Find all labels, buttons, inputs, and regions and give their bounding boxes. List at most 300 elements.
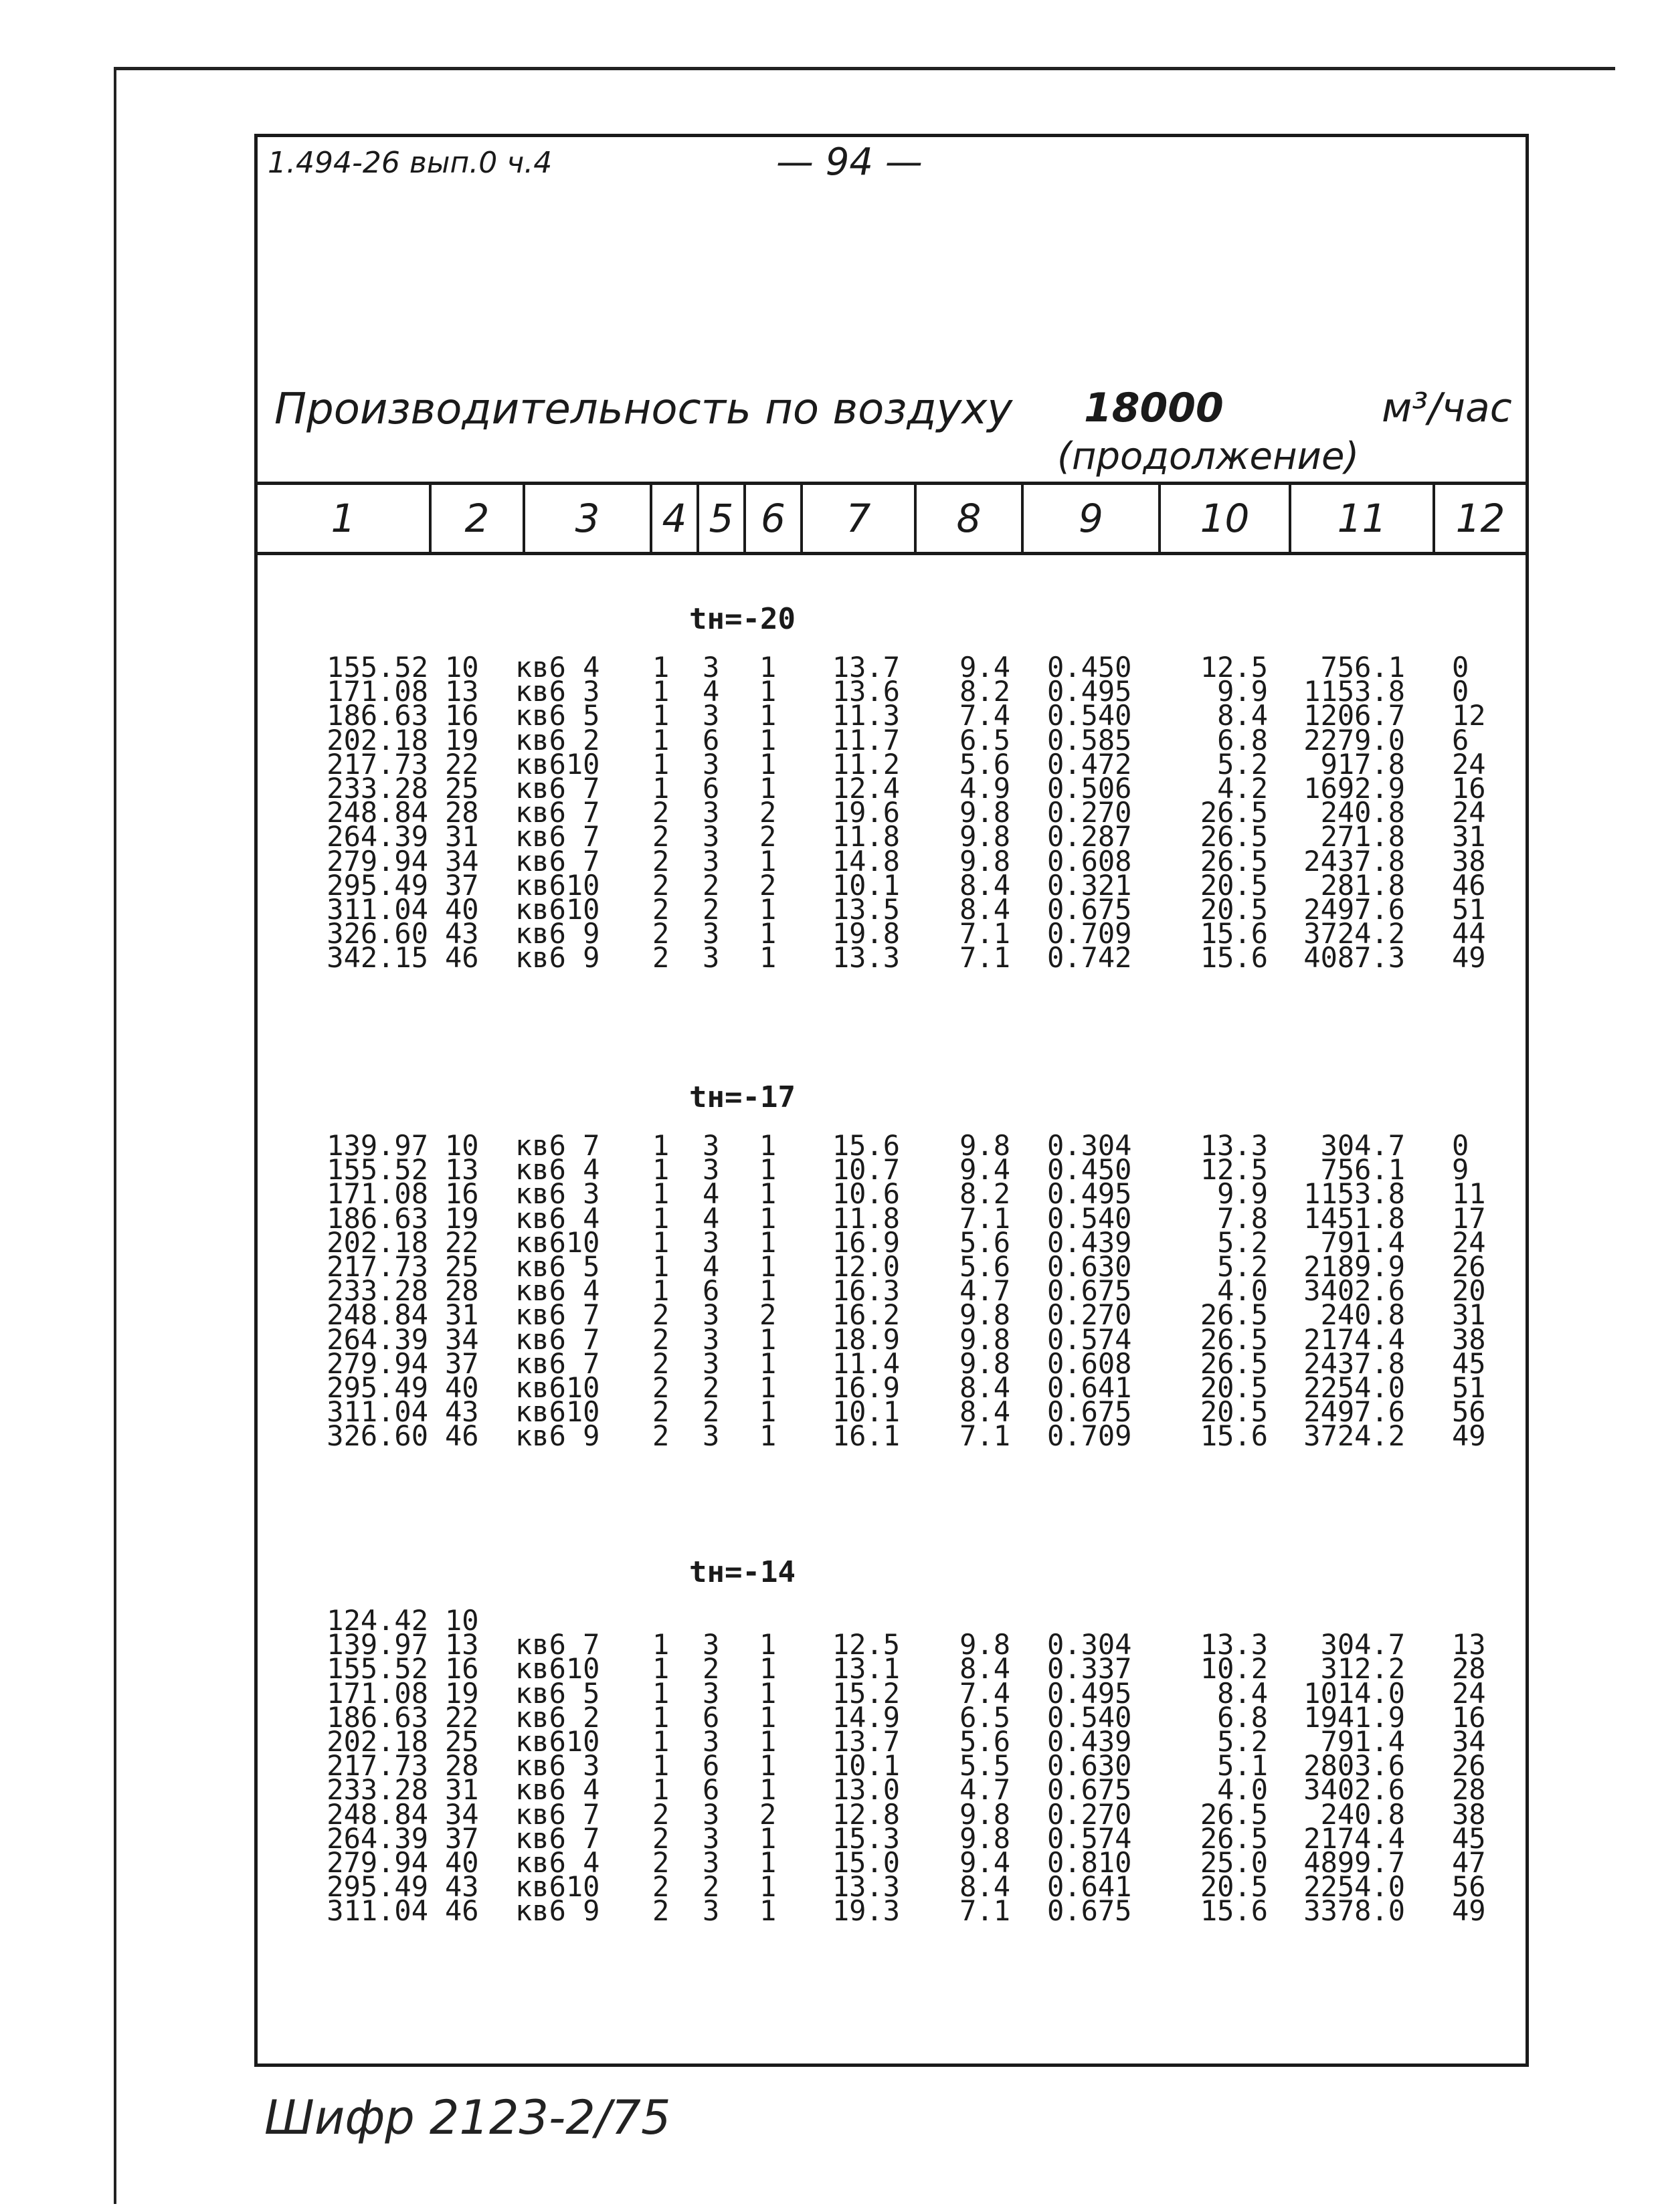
table-cell: 0 [1452,675,1469,708]
document-code: 1.494-26 вып.0 ч.4 [268,146,553,180]
table-cell: 4087.3 [1303,941,1405,975]
table-cell: 2 [652,1797,670,1831]
table-cell: 342.15 [327,941,428,975]
table-cell: кв6 2 [515,723,600,757]
table-cell: 1 [759,1225,777,1259]
table-cell: 2 [703,893,720,926]
table-cell: 4 [703,1201,720,1235]
table-cell: 38 [1452,844,1486,878]
table-cell: 19.8 [832,917,900,950]
table-cell: кв610 [515,1225,600,1259]
table-cell: кв6 7 [515,844,600,878]
table-cell: 2 [652,1371,670,1404]
table-cell: 3 [703,1129,720,1162]
table-cell: 1 [652,772,670,805]
table-cell: 186.63 [327,1700,428,1734]
table-cell: 46 [445,1419,479,1453]
table-cell: кв6 7 [515,772,600,805]
table-cell: 1 [759,1371,777,1404]
table-cell: 1 [652,1129,670,1162]
table-cell: 2 [652,893,670,926]
table-cell: 40 [445,1371,479,1404]
table-cell: 0 [1452,651,1469,684]
table-cell: 791.4 [1320,1225,1405,1259]
table-cell: 8.4 [959,1652,1010,1686]
table-cell: 1 [652,675,670,708]
table-cell: кв6 5 [515,1250,600,1283]
column-header: 9 [1024,485,1161,552]
table-cell: 0.450 [1047,651,1132,684]
table-cell: 31 [1452,1298,1486,1332]
table-cell: 1 [652,1725,670,1758]
table-cell: 124.42 [327,1604,428,1637]
table-cell: 3 [703,1725,720,1758]
table-cell: 233.28 [327,1773,428,1807]
table-cell: кв6 7 [515,1628,600,1662]
table-cell: 2 [703,1652,720,1686]
table-cell: 2803.6 [1303,1749,1405,1783]
table-cell: 13.7 [832,1725,900,1758]
table-cell: 1 [759,1652,777,1686]
table-cell: 16.9 [832,1225,900,1259]
table-cell: 4 [703,1177,720,1211]
table-cell: кв6 4 [515,1153,600,1187]
table-cell: 7.4 [959,1676,1010,1710]
table-cell: 7.1 [959,1894,1010,1928]
table-cell: 0.630 [1047,1749,1132,1783]
table-cell: 12 [1452,699,1486,732]
table-cell: 25.0 [1200,1846,1268,1879]
table-cell: 34 [445,844,479,878]
table-cell: кв6 3 [515,675,600,708]
table-cell: 9.8 [959,844,1010,878]
table-cell: 28 [1452,1773,1486,1807]
table-cell: 12.4 [832,772,900,805]
table-cell: 3 [703,820,720,853]
table-cell: 51 [1452,893,1486,926]
table-cell: 1 [652,1274,670,1308]
table-cell: кв610 [515,868,600,902]
table-cell: 1451.8 [1303,1201,1405,1235]
table-cell: 11.8 [832,1201,900,1235]
table-cell: 3402.6 [1303,1773,1405,1807]
table-cell: 34 [1452,1725,1486,1758]
table-cell: 311.04 [327,893,428,926]
table-cell: 2 [703,1371,720,1404]
table-cell: 0.709 [1047,917,1132,950]
table-cell: кв6 5 [515,699,600,732]
table-cell: кв6 2 [515,1700,600,1734]
table-cell: 43 [445,917,479,950]
table-cell: 3378.0 [1303,1894,1405,1928]
table-cell: 0.540 [1047,699,1132,732]
table-cell: 2 [703,1870,720,1904]
table-cell: 2 [703,868,720,902]
table-cell: 16.1 [832,1419,900,1453]
table-cell: 9.4 [959,651,1010,684]
table-cell: кв610 [515,1371,600,1404]
table-cell: 12.0 [832,1250,900,1283]
table-cell: 217.73 [327,1749,428,1783]
table-cell: 1 [759,772,777,805]
table-cell: 1 [652,747,670,781]
table-cell: кв6 7 [515,1797,600,1831]
table-cell: 1 [759,1846,777,1879]
table-cell: 24 [1452,1676,1486,1710]
table-cell: 8.4 [959,1395,1010,1429]
table-header [258,482,1526,555]
table-cell: 2 [652,844,670,878]
table-cell: 26 [1452,1749,1486,1783]
table-cell: 1 [652,1652,670,1686]
table-cell: 6.8 [1217,723,1268,757]
table-cell: 0.270 [1047,796,1132,829]
table-cell: 2 [759,868,777,902]
table-cell: 7.1 [959,1201,1010,1235]
table-cell: 5.2 [1217,1250,1268,1283]
table-cell: 46 [1452,868,1486,902]
table-cell: 15.6 [1200,941,1268,975]
table-cell: 279.94 [327,1846,428,1879]
table-cell: 2 [759,820,777,853]
table-cell: 139.97 [327,1129,428,1162]
table-cell: 12.8 [832,1797,900,1831]
column-header: 7 [803,485,917,552]
table-cell: 13 [445,1628,479,1662]
table-cell: 264.39 [327,820,428,853]
table-cell: 1 [759,1395,777,1429]
table-cell: 3 [703,1846,720,1879]
table-cell: 47 [1452,1846,1486,1879]
column-header: 5 [699,485,746,552]
table-cell: кв6 7 [515,1298,600,1332]
table-cell: 11.4 [832,1346,900,1380]
column-header: 2 [432,485,525,552]
table-cell: 0.742 [1047,941,1132,975]
table-cell: 1 [652,1177,670,1211]
table-cell: 1 [759,1749,777,1783]
table-cell: 2497.6 [1303,1395,1405,1429]
table-cell: 1 [759,651,777,684]
table-cell: 3 [703,1894,720,1928]
table-cell: кв6 7 [515,820,600,853]
table-cell: 10.1 [832,868,900,902]
table-cell: 1 [759,1177,777,1211]
table-cell: 26.5 [1200,1298,1268,1332]
table-cell: 1 [759,1153,777,1187]
table-cell: 1 [759,747,777,781]
table-cell: 1 [759,1676,777,1710]
table-cell: 3724.2 [1303,917,1405,950]
table-cell: 4 [703,675,720,708]
table-cell: 5.5 [959,1749,1010,1783]
table-cell: 2 [652,917,670,950]
table-cell: 326.60 [327,917,428,950]
table-cell: 240.8 [1320,1298,1405,1332]
table-cell: 56 [1452,1395,1486,1429]
table-cell: 7.1 [959,1419,1010,1453]
table-cell: кв6 3 [515,1749,600,1783]
table-cell: 7.8 [1217,1201,1268,1235]
table-cell: 13.3 [832,1870,900,1904]
table-cell: 0.495 [1047,1676,1132,1710]
table-cell: 31 [1452,820,1486,853]
table-cell: 9.8 [959,1797,1010,1831]
table-cell: 1 [652,723,670,757]
table-cell: 13.5 [832,893,900,926]
table-cell: 3 [703,1346,720,1380]
table-cell: 20.5 [1200,1395,1268,1429]
table-cell: 155.52 [327,1153,428,1187]
table-cell: 248.84 [327,1298,428,1332]
table-cell: 0.641 [1047,1870,1132,1904]
table-cell: 11.3 [832,699,900,732]
table-cell: 5.1 [1217,1749,1268,1783]
table-cell: кв6 9 [515,1419,600,1453]
table-cell: 12.5 [1200,1153,1268,1187]
table-cell: 304.7 [1320,1129,1405,1162]
table-cell: 24 [1452,796,1486,829]
table-cell: 0.439 [1047,1225,1132,1259]
table-cell: 6 [703,723,720,757]
table-cell: 1153.8 [1303,1177,1405,1211]
table-cell: 2437.8 [1303,844,1405,878]
table-cell: 10.7 [832,1153,900,1187]
table-cell: 0.506 [1047,772,1132,805]
table-cell: 15.6 [1200,1894,1268,1928]
table-cell: 34 [445,1797,479,1831]
section-label: tн=-17 [689,1080,796,1114]
table-cell: 16.9 [832,1371,900,1404]
table-cell: 25 [445,772,479,805]
table-cell: 2 [652,1346,670,1380]
table-cell: 2 [652,820,670,853]
table-cell: 4899.7 [1303,1846,1405,1879]
table-cell: 7.4 [959,699,1010,732]
table-cell: 1692.9 [1303,772,1405,805]
table-cell: кв6 5 [515,1676,600,1710]
table-cell: 46 [445,1894,479,1928]
table-cell: 0.270 [1047,1298,1132,1332]
table-cell: 2 [652,1298,670,1332]
table-cell: 3 [703,1676,720,1710]
table-cell: 1 [652,1628,670,1662]
column-header: 4 [652,485,699,552]
table-cell: 0.287 [1047,820,1132,853]
table-cell: 9.9 [1217,675,1268,708]
table-cell: 3 [703,699,720,732]
table-cell: 11 [1452,1177,1486,1211]
table-cell: 20.5 [1200,868,1268,902]
table-cell: 9 [1452,1153,1469,1187]
table-cell: 248.84 [327,796,428,829]
table-cell: кв610 [515,747,600,781]
table-cell: 0.495 [1047,675,1132,708]
table-cell: кв610 [515,1652,600,1686]
table-cell: 1153.8 [1303,675,1405,708]
table-cell: 40 [445,893,479,926]
table-cell: 16 [445,1177,479,1211]
table-cell: 20.5 [1200,893,1268,926]
table-cell: 5.6 [959,1725,1010,1758]
table-cell: 0.675 [1047,1395,1132,1429]
table-cell: 202.18 [327,723,428,757]
table-cell: 56 [1452,1870,1486,1904]
table-cell: 0.675 [1047,1773,1132,1807]
table-cell: 311.04 [327,1894,428,1928]
table-cell: 1014.0 [1303,1676,1405,1710]
table-cell: 3 [703,651,720,684]
table-cell: 9.8 [959,796,1010,829]
table-cell: 3 [703,1298,720,1332]
table-cell: 1 [759,1821,777,1855]
table-cell: 40 [445,1846,479,1879]
table-cell: 9.4 [959,1153,1010,1187]
table-cell: 6 [1452,723,1469,757]
table-cell: 3 [703,1797,720,1831]
table-cell: 24 [1452,747,1486,781]
table-cell: 10 [445,1129,479,1162]
table-cell: 16.3 [832,1274,900,1308]
table-cell: 4.0 [1217,1773,1268,1807]
table-cell: кв6 4 [515,1274,600,1308]
table-cell: 49 [1452,941,1486,975]
table-cell: 8.4 [959,1870,1010,1904]
table-cell: 9.4 [959,1846,1010,1879]
table-cell: 26.5 [1200,796,1268,829]
table-cell: 4.9 [959,772,1010,805]
table-cell: 9.8 [959,1322,1010,1356]
table-cell: кв610 [515,1395,600,1429]
table-cell: 3 [703,941,720,975]
table-cell: 4.7 [959,1773,1010,1807]
column-header: 3 [525,485,652,552]
table-cell: 0.641 [1047,1371,1132,1404]
table-cell: 6 [703,1773,720,1807]
table-cell: 3 [703,1322,720,1356]
table-cell: кв6 7 [515,796,600,829]
table-cell: 13.3 [1200,1628,1268,1662]
table-cell: 20 [1452,1274,1486,1308]
table-cell: 248.84 [327,1797,428,1831]
table-cell: 186.63 [327,1201,428,1235]
table-cell: 1 [759,1322,777,1356]
table-cell: кв6 9 [515,1894,600,1928]
table-cell: 1 [759,675,777,708]
table-cell: 10.1 [832,1749,900,1783]
table-cell: 17 [1452,1201,1486,1235]
table-cell: 3 [703,844,720,878]
table-cell: кв6 4 [515,651,600,684]
table-cell: 791.4 [1320,1725,1405,1758]
table-cell: 0.585 [1047,723,1132,757]
table-cell: кв6 7 [515,1129,600,1162]
table-cell: 0.540 [1047,1201,1132,1235]
column-header: 6 [746,485,803,552]
table-cell: 26.5 [1200,1821,1268,1855]
table-cell: 0.304 [1047,1129,1132,1162]
table-cell: 5.2 [1217,1725,1268,1758]
table-cell: 0.810 [1047,1846,1132,1879]
table-cell: 3724.2 [1303,1419,1405,1453]
table-cell: кв6 7 [515,1346,600,1380]
table-cell: 1 [652,699,670,732]
table-cell: 6.8 [1217,1700,1268,1734]
table-cell: 240.8 [1320,796,1405,829]
table-cell: 6.5 [959,1700,1010,1734]
table-cell: 2174.4 [1303,1821,1405,1855]
table-cell: 10.2 [1200,1652,1268,1686]
column-header: 8 [917,485,1024,552]
table-cell: 16 [1452,772,1486,805]
table-cell: 13.0 [832,1773,900,1807]
table-cell: 13.3 [1200,1129,1268,1162]
table-cell: 279.94 [327,844,428,878]
table-cell: 1 [759,1274,777,1308]
table-cell: 25 [445,1250,479,1283]
table-cell: 10 [445,651,479,684]
table-cell: 1 [652,1749,670,1783]
table-cell: 2 [652,1821,670,1855]
table-cell: 0.304 [1047,1628,1132,1662]
table-cell: 14.9 [832,1700,900,1734]
table-cell: кв6 7 [515,1821,600,1855]
table-cell: 6 [703,772,720,805]
table-cell: 13 [1452,1628,1486,1662]
table-cell: 2174.4 [1303,1322,1405,1356]
table-cell: 1 [759,1773,777,1807]
table-cell: 19.6 [832,796,900,829]
table-cell: 3 [703,796,720,829]
table-cell: 171.08 [327,675,428,708]
table-cell: 13 [445,675,479,708]
table-cell: 12.5 [1200,651,1268,684]
table-cell: 24 [1452,1225,1486,1259]
table-cell: 2 [703,1395,720,1429]
table-cell: 3 [703,747,720,781]
table-cell: 11.2 [832,747,900,781]
section-label: tн=-20 [689,602,796,636]
table-cell: 43 [445,1870,479,1904]
table-cell: 217.73 [327,1250,428,1283]
table-cell: 16.2 [832,1298,900,1332]
table-cell: 311.04 [327,1395,428,1429]
table-cell: 8.4 [1217,699,1268,732]
table-cell: 1 [759,1419,777,1453]
table-cell: 22 [445,1700,479,1734]
table-cell: 217.73 [327,747,428,781]
table-cell: кв6 3 [515,1177,600,1211]
table-cell: 0 [1452,1129,1469,1162]
table-cell: 0.450 [1047,1153,1132,1187]
table-cell: 0.270 [1047,1797,1132,1831]
table-cell: кв6 4 [515,1201,600,1235]
table-cell: 20.5 [1200,1870,1268,1904]
table-cell: 0.321 [1047,868,1132,902]
table-cell: 0.472 [1047,747,1132,781]
table-cell: кв6 9 [515,917,600,950]
table-cell: 16 [1452,1700,1486,1734]
table-cell: 26.5 [1200,820,1268,853]
table-cell: 15.6 [1200,917,1268,950]
table-cell: 13.6 [832,675,900,708]
table-cell: 295.49 [327,1371,428,1404]
table-cell: 31 [445,820,479,853]
table-cell: 2 [652,1419,670,1453]
table-cell: 2 [652,1870,670,1904]
table-cell: 15.0 [832,1846,900,1879]
table-cell: 43 [445,1395,479,1429]
